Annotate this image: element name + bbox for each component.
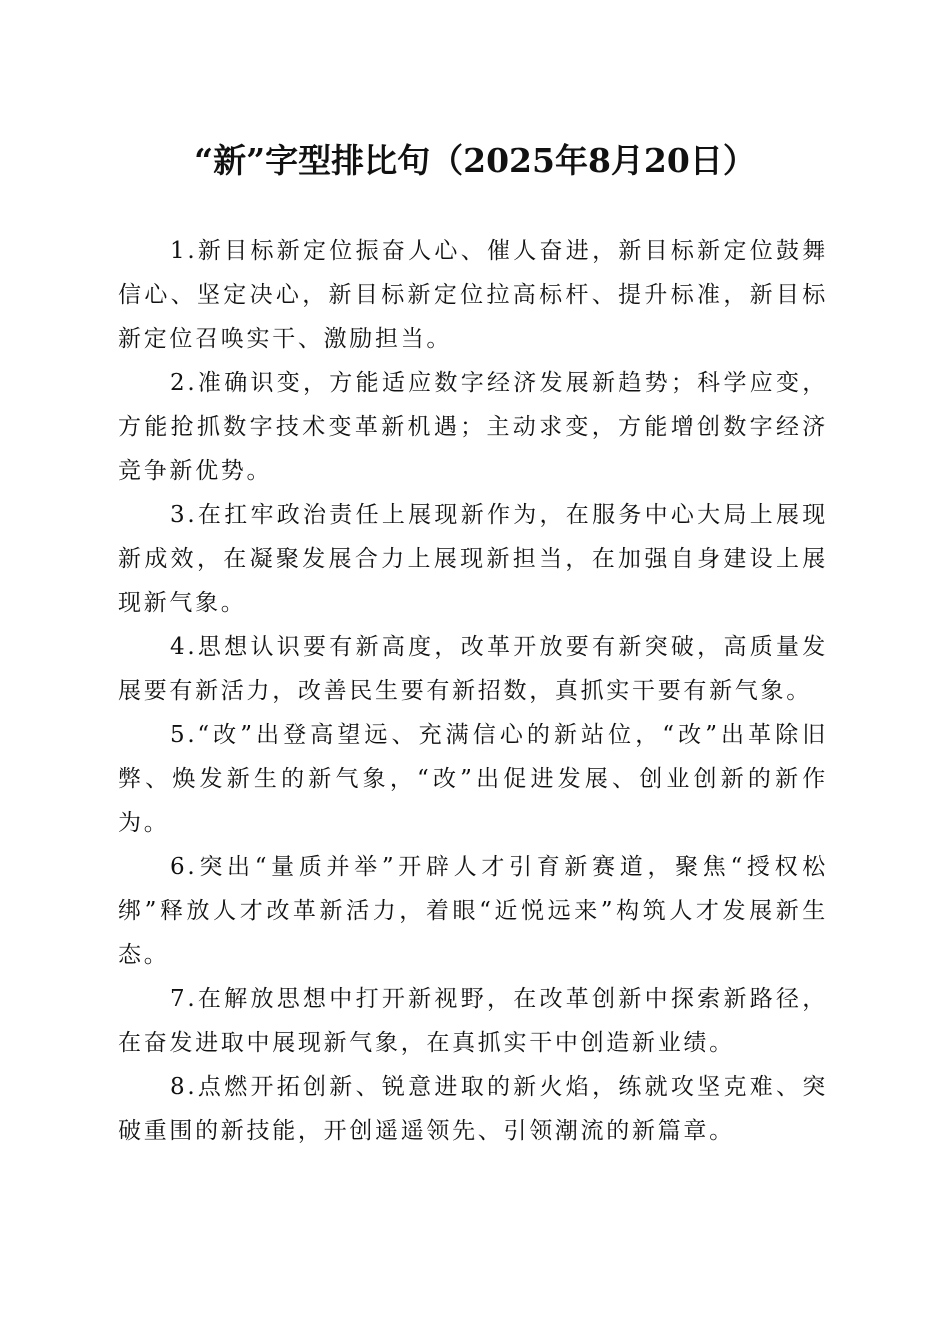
paragraph-8: 8.点燃开拓创新、锐意进取的新火焰，练就攻坚克难、突破重围的新技能，开创遥遥领先、引领潮流的新篇章。 [118,1074,828,1144]
document-body [118,229,828,1153]
paragraph-6: 6.突出“量质并举”开辟人才引育新赛道，聚焦“授权松绑”释放人才改革新活力，着眼“近悦远来”构筑人才发展新生态。 [118,854,828,968]
paragraph-3: 3.在扛牢政治责任上展现新作为，在服务中心大局上展现新成效，在凝聚发展合力上展现新担当，在加强自身建设上展现新气象。 [118,502,828,616]
paragraph-2: 2.准确识变，方能适应数字经济发展新趋势；科学应变，方能抢抓数字技术变革新机遇；主动求变，方能增创数字经济竞争新优势。 [118,370,828,484]
paragraph-7: 7.在解放思想中打开新视野，在改革创新中探索新路径，在奋发进取中展现新气象，在真抓实干中创造新业绩。 [118,986,828,1056]
paragraph-4: 4.思想认识要有新高度，改革开放要有新突破，高质量发展要有新活力，改善民生要有新招数，真抓实干要有新气象。 [118,634,828,704]
document-title: “新”字型排比句（2025年8月20日） [194,141,756,180]
paragraph-1: 1.新目标新定位振奋人心、催人奋进，新目标新定位鼓舞信心、坚定决心，新目标新定位拉高标杆、提升标准，新目标新定位召唤实干、激励担当。 [118,238,828,352]
paragraph-5: 5.“改”出登高望远、充满信心的新站位，“改”出革除旧弊、焕发新生的新气象，“改”出促进发展、创业创新的新作为。 [118,722,828,836]
